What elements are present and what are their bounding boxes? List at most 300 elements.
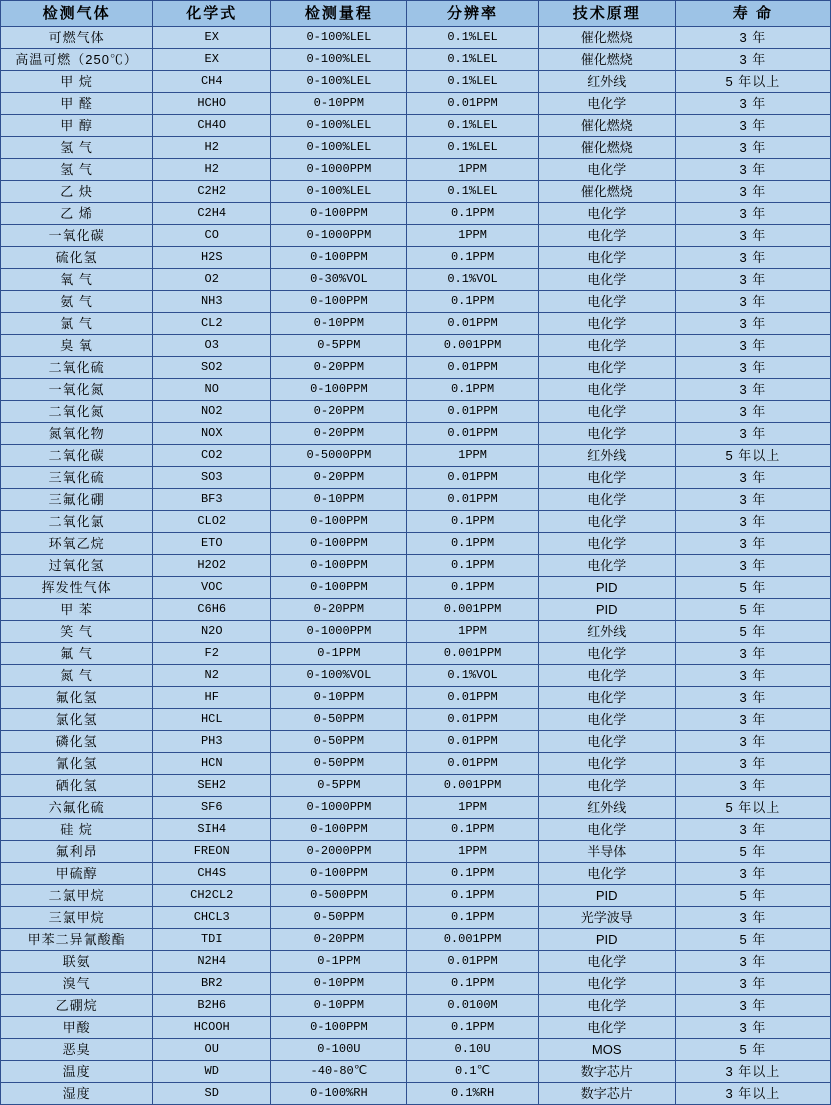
table-cell: 联氨	[1, 951, 153, 973]
table-cell: 3 年	[675, 269, 830, 291]
table-cell: 1PPM	[407, 445, 538, 467]
table-cell: H2	[153, 137, 271, 159]
table-cell: 1PPM	[407, 225, 538, 247]
table-cell: 3 年	[675, 907, 830, 929]
table-cell: 0-100%LEL	[271, 49, 407, 71]
table-cell: 3 年	[675, 247, 830, 269]
table-row	[1, 1039, 831, 1061]
table-cell: 0.1%LEL	[407, 49, 538, 71]
table-cell: 0.1%LEL	[407, 27, 538, 49]
table-row	[1, 1017, 831, 1039]
table-row	[1, 313, 831, 335]
table-cell: 乙硼烷	[1, 995, 153, 1017]
table-body	[1, 27, 831, 1105]
table-cell: 氰化氢	[1, 753, 153, 775]
table-row	[1, 357, 831, 379]
table-cell: 0-100%LEL	[271, 181, 407, 203]
table-cell: 0.01PPM	[407, 687, 538, 709]
table-cell: 0.1%LEL	[407, 71, 538, 93]
table-cell: 0-100%VOL	[271, 665, 407, 687]
table-cell: 电化学	[538, 555, 675, 577]
table-cell: 电化学	[538, 159, 675, 181]
table-cell: CHCL3	[153, 907, 271, 929]
table-cell: 电化学	[538, 247, 675, 269]
table-row	[1, 1083, 831, 1105]
table-cell: 甲 烷	[1, 71, 153, 93]
table-cell: 二氯甲烷	[1, 885, 153, 907]
table-cell: 电化学	[538, 379, 675, 401]
table-row	[1, 27, 831, 49]
table-cell: C2H4	[153, 203, 271, 225]
table-cell: 3 年	[675, 687, 830, 709]
table-cell: 三氟化硼	[1, 489, 153, 511]
table-cell: 电化学	[538, 511, 675, 533]
table-cell: 5 年	[675, 929, 830, 951]
table-cell: 0-1000PPM	[271, 225, 407, 247]
table-cell: 0-1PPM	[271, 643, 407, 665]
table-row	[1, 885, 831, 907]
table-cell: C2H2	[153, 181, 271, 203]
table-cell: 3 年	[675, 335, 830, 357]
table-row	[1, 225, 831, 247]
table-cell: 0.1PPM	[407, 577, 538, 599]
table-cell: N2	[153, 665, 271, 687]
table-cell: CH4O	[153, 115, 271, 137]
table-cell: 0.01PPM	[407, 489, 538, 511]
table-cell: 0.1%LEL	[407, 137, 538, 159]
table-cell: 1PPM	[407, 797, 538, 819]
table-cell: 3 年	[675, 93, 830, 115]
table-row	[1, 709, 831, 731]
table-cell: 电化学	[538, 291, 675, 313]
table-row	[1, 489, 831, 511]
table-cell: BR2	[153, 973, 271, 995]
table-cell: B2H6	[153, 995, 271, 1017]
table-cell: WD	[153, 1061, 271, 1083]
table-cell: PH3	[153, 731, 271, 753]
table-cell: MOS	[538, 1039, 675, 1061]
table-cell: 0-5000PPM	[271, 445, 407, 467]
table-cell: SO3	[153, 467, 271, 489]
table-cell: SEH2	[153, 775, 271, 797]
table-cell: SO2	[153, 357, 271, 379]
table-cell: 0.1%VOL	[407, 665, 538, 687]
table-cell: 3 年	[675, 753, 830, 775]
table-cell: 0-1000PPM	[271, 797, 407, 819]
table-cell: 红外线	[538, 445, 675, 467]
table-cell: PID	[538, 885, 675, 907]
table-cell: 3 年	[675, 973, 830, 995]
table-row	[1, 401, 831, 423]
table-cell: 甲硫醇	[1, 863, 153, 885]
table-cell: 0.1PPM	[407, 511, 538, 533]
table-cell: -40-80℃	[271, 1061, 407, 1083]
table-cell: 0.10U	[407, 1039, 538, 1061]
table-row	[1, 621, 831, 643]
table-cell: 5 年	[675, 599, 830, 621]
table-cell: 臭 氧	[1, 335, 153, 357]
table-cell: SIH4	[153, 819, 271, 841]
table-cell: 氟利昂	[1, 841, 153, 863]
table-cell: 红外线	[538, 621, 675, 643]
table-cell: TDI	[153, 929, 271, 951]
table-cell: 0.001PPM	[407, 599, 538, 621]
table-cell: 乙 烯	[1, 203, 153, 225]
table-cell: 0-20PPM	[271, 467, 407, 489]
table-cell: 催化燃烧	[538, 137, 675, 159]
table-row	[1, 335, 831, 357]
table-cell: 电化学	[538, 819, 675, 841]
table-cell: 3 年	[675, 27, 830, 49]
table-cell: C6H6	[153, 599, 271, 621]
table-row	[1, 599, 831, 621]
column-header-resolution: 分辨率	[407, 1, 538, 27]
table-cell: 0-1PPM	[271, 951, 407, 973]
table-header-row	[1, 1, 831, 27]
table-cell: CH4S	[153, 863, 271, 885]
table-cell: PID	[538, 929, 675, 951]
table-cell: 0-10PPM	[271, 93, 407, 115]
table-cell: 5 年以上	[675, 71, 830, 93]
table-cell: HCN	[153, 753, 271, 775]
table-cell: 0-20PPM	[271, 357, 407, 379]
table-cell: 0-20PPM	[271, 401, 407, 423]
table-cell: 0.1PPM	[407, 863, 538, 885]
table-cell: 0.1PPM	[407, 203, 538, 225]
table-cell: 电化学	[538, 313, 675, 335]
table-cell: 0-100%LEL	[271, 137, 407, 159]
table-cell: O3	[153, 335, 271, 357]
table-cell: SD	[153, 1083, 271, 1105]
table-cell: 0-10PPM	[271, 687, 407, 709]
table-cell: 0-100PPM	[271, 577, 407, 599]
table-cell: 0-50PPM	[271, 753, 407, 775]
table-cell: 0.01PPM	[407, 709, 538, 731]
table-cell: CH2CL2	[153, 885, 271, 907]
table-cell: 可燃气体	[1, 27, 153, 49]
table-cell: 0-10PPM	[271, 489, 407, 511]
table-cell: SF6	[153, 797, 271, 819]
table-row	[1, 247, 831, 269]
table-cell: 一氧化碳	[1, 225, 153, 247]
table-cell: CO2	[153, 445, 271, 467]
table-cell: 0.1PPM	[407, 1017, 538, 1039]
table-cell: 氟化氢	[1, 687, 153, 709]
table-cell: 0-1000PPM	[271, 159, 407, 181]
table-cell: 0-100PPM	[271, 555, 407, 577]
table-cell: 催化燃烧	[538, 115, 675, 137]
table-cell: 0-1000PPM	[271, 621, 407, 643]
table-cell: 恶臭	[1, 1039, 153, 1061]
table-cell: 0-100%LEL	[271, 71, 407, 93]
table-cell: 0-100PPM	[271, 291, 407, 313]
table-cell: 0.01PPM	[407, 731, 538, 753]
table-cell: 氢 气	[1, 159, 153, 181]
table-cell: 3 年	[675, 423, 830, 445]
table-cell: 0.01PPM	[407, 753, 538, 775]
table-cell: CH4	[153, 71, 271, 93]
table-cell: 3 年	[675, 951, 830, 973]
table-cell: 0.001PPM	[407, 643, 538, 665]
table-cell: 电化学	[538, 1017, 675, 1039]
table-cell: 0-2000PPM	[271, 841, 407, 863]
table-cell: 电化学	[538, 863, 675, 885]
table-cell: 挥发性气体	[1, 577, 153, 599]
table-cell: F2	[153, 643, 271, 665]
table-cell: NO2	[153, 401, 271, 423]
table-cell: 0-100PPM	[271, 863, 407, 885]
table-cell: 高温可燃（250℃）	[1, 49, 153, 71]
table-row	[1, 467, 831, 489]
table-cell: 电化学	[538, 995, 675, 1017]
table-cell: 5 年	[675, 885, 830, 907]
table-cell: 3 年以上	[675, 1083, 830, 1105]
table-cell: 0-100%LEL	[271, 115, 407, 137]
column-header-gas: 检测气体	[1, 1, 153, 27]
table-cell: 磷化氢	[1, 731, 153, 753]
table-cell: 0.001PPM	[407, 929, 538, 951]
table-cell: 氧 气	[1, 269, 153, 291]
table-cell: 数字芯片	[538, 1061, 675, 1083]
table-cell: 3 年	[675, 467, 830, 489]
table-cell: 0.001PPM	[407, 775, 538, 797]
table-row	[1, 423, 831, 445]
table-cell: 3 年	[675, 775, 830, 797]
table-row	[1, 951, 831, 973]
table-cell: 硒化氢	[1, 775, 153, 797]
table-cell: 3 年	[675, 555, 830, 577]
table-cell: EX	[153, 49, 271, 71]
table-row	[1, 555, 831, 577]
table-row	[1, 49, 831, 71]
table-cell: 湿度	[1, 1083, 153, 1105]
table-row	[1, 93, 831, 115]
table-cell: N2H4	[153, 951, 271, 973]
table-cell: 数字芯片	[538, 1083, 675, 1105]
table-cell: 0-100%RH	[271, 1083, 407, 1105]
table-header	[1, 1, 831, 27]
table-cell: 电化学	[538, 643, 675, 665]
table-cell: VOC	[153, 577, 271, 599]
table-cell: 二氧化氮	[1, 401, 153, 423]
table-cell: 0-20PPM	[271, 423, 407, 445]
table-cell: 3 年	[675, 1017, 830, 1039]
table-cell: 0.0100M	[407, 995, 538, 1017]
table-cell: 3 年	[675, 181, 830, 203]
table-cell: 过氧化氢	[1, 555, 153, 577]
table-row	[1, 445, 831, 467]
table-cell: 5 年以上	[675, 445, 830, 467]
table-cell: 3 年	[675, 731, 830, 753]
table-cell: 3 年	[675, 533, 830, 555]
table-cell: 0-100PPM	[271, 511, 407, 533]
table-cell: 电化学	[538, 951, 675, 973]
table-row	[1, 533, 831, 555]
table-cell: 电化学	[538, 401, 675, 423]
table-row	[1, 775, 831, 797]
table-cell: 二氧化氯	[1, 511, 153, 533]
table-cell: 二氧化硫	[1, 357, 153, 379]
table-cell: NO	[153, 379, 271, 401]
table-cell: 0-10PPM	[271, 313, 407, 335]
table-cell: 电化学	[538, 665, 675, 687]
table-cell: 0.1PPM	[407, 533, 538, 555]
table-row	[1, 973, 831, 995]
table-row	[1, 687, 831, 709]
table-cell: 甲 醇	[1, 115, 153, 137]
table-cell: 0.01PPM	[407, 357, 538, 379]
table-cell: 氮 气	[1, 665, 153, 687]
table-cell: 溴气	[1, 973, 153, 995]
table-cell: 电化学	[538, 533, 675, 555]
table-cell: 半导体	[538, 841, 675, 863]
table-cell: 0.01PPM	[407, 313, 538, 335]
table-row	[1, 511, 831, 533]
table-cell: 氯化氢	[1, 709, 153, 731]
table-cell: 1PPM	[407, 841, 538, 863]
table-cell: 0.1%RH	[407, 1083, 538, 1105]
table-cell: 3 年以上	[675, 1061, 830, 1083]
table-cell: OU	[153, 1039, 271, 1061]
table-cell: 乙 炔	[1, 181, 153, 203]
table-cell: 电化学	[538, 225, 675, 247]
table-cell: 3 年	[675, 665, 830, 687]
table-cell: 氢 气	[1, 137, 153, 159]
table-cell: 3 年	[675, 357, 830, 379]
table-cell: 红外线	[538, 71, 675, 93]
table-cell: 0-20PPM	[271, 599, 407, 621]
table-cell: 3 年	[675, 511, 830, 533]
table-cell: 3 年	[675, 137, 830, 159]
table-cell: 笑 气	[1, 621, 153, 643]
table-cell: 3 年	[675, 995, 830, 1017]
table-cell: CO	[153, 225, 271, 247]
table-cell: 氨 气	[1, 291, 153, 313]
table-cell: 0.01PPM	[407, 467, 538, 489]
table-cell: 电化学	[538, 709, 675, 731]
table-cell: 5 年以上	[675, 797, 830, 819]
table-row	[1, 731, 831, 753]
table-cell: 0-500PPM	[271, 885, 407, 907]
table-cell: 3 年	[675, 159, 830, 181]
table-cell: HCHO	[153, 93, 271, 115]
table-cell: 催化燃烧	[538, 27, 675, 49]
table-cell: 温度	[1, 1061, 153, 1083]
table-cell: 3 年	[675, 115, 830, 137]
table-cell: H2	[153, 159, 271, 181]
table-cell: 3 年	[675, 225, 830, 247]
table-cell: 氟 气	[1, 643, 153, 665]
table-cell: 氮氧化物	[1, 423, 153, 445]
table-cell: 0.1PPM	[407, 973, 538, 995]
table-row	[1, 995, 831, 1017]
table-cell: 电化学	[538, 753, 675, 775]
table-cell: 催化燃烧	[538, 49, 675, 71]
table-row	[1, 137, 831, 159]
table-cell: 3 年	[675, 379, 830, 401]
table-cell: 0-100PPM	[271, 1017, 407, 1039]
table-cell: 3 年	[675, 291, 830, 313]
table-row	[1, 159, 831, 181]
table-row	[1, 115, 831, 137]
table-cell: 催化燃烧	[538, 181, 675, 203]
table-row	[1, 291, 831, 313]
table-cell: 0.1℃	[407, 1061, 538, 1083]
table-cell: 3 年	[675, 49, 830, 71]
table-cell: 0-50PPM	[271, 709, 407, 731]
table-cell: 0.1PPM	[407, 885, 538, 907]
table-cell: O2	[153, 269, 271, 291]
table-cell: 三氯甲烷	[1, 907, 153, 929]
table-cell: 3 年	[675, 313, 830, 335]
table-row	[1, 203, 831, 225]
table-row	[1, 819, 831, 841]
table-cell: 六氟化硫	[1, 797, 153, 819]
table-cell: H2O2	[153, 555, 271, 577]
table-row	[1, 71, 831, 93]
table-cell: 0-5PPM	[271, 775, 407, 797]
table-cell: 5 年	[675, 621, 830, 643]
table-cell: 甲 苯	[1, 599, 153, 621]
table-cell: 0.1PPM	[407, 555, 538, 577]
table-cell: 0.01PPM	[407, 401, 538, 423]
table-cell: ETO	[153, 533, 271, 555]
table-cell: 电化学	[538, 775, 675, 797]
table-cell: 0-50PPM	[271, 907, 407, 929]
table-cell: 0.1PPM	[407, 291, 538, 313]
table-cell: 0-100PPM	[271, 533, 407, 555]
column-header-range: 检测量程	[271, 1, 407, 27]
table-row	[1, 797, 831, 819]
table-cell: FREON	[153, 841, 271, 863]
table-cell: 1PPM	[407, 621, 538, 643]
table-cell: 0-100PPM	[271, 247, 407, 269]
table-cell: 0.1PPM	[407, 907, 538, 929]
table-cell: 3 年	[675, 643, 830, 665]
table-cell: 0-10PPM	[271, 995, 407, 1017]
table-cell: 0-5PPM	[271, 335, 407, 357]
table-cell: 硅 烷	[1, 819, 153, 841]
table-cell: 0-100PPM	[271, 203, 407, 225]
table-cell: 环氧乙烷	[1, 533, 153, 555]
table-cell: HF	[153, 687, 271, 709]
table-cell: 甲酸	[1, 1017, 153, 1039]
table-cell: 电化学	[538, 731, 675, 753]
table-row	[1, 841, 831, 863]
table-cell: 0.1%LEL	[407, 181, 538, 203]
table-cell: 电化学	[538, 357, 675, 379]
table-cell: 5 年	[675, 577, 830, 599]
table-cell: 0-100U	[271, 1039, 407, 1061]
table-cell: 0.01PPM	[407, 423, 538, 445]
table-cell: 三氧化硫	[1, 467, 153, 489]
table-cell: EX	[153, 27, 271, 49]
table-cell: PID	[538, 599, 675, 621]
table-cell: 5 年	[675, 841, 830, 863]
table-cell: 0.001PPM	[407, 335, 538, 357]
column-header-principle: 技术原理	[538, 1, 675, 27]
table-cell: 5 年	[675, 1039, 830, 1061]
table-cell: 0-50PPM	[271, 731, 407, 753]
table-cell: 0-20PPM	[271, 929, 407, 951]
table-cell: 甲 醛	[1, 93, 153, 115]
table-cell: CL2	[153, 313, 271, 335]
table-cell: N2O	[153, 621, 271, 643]
table-cell: CLO2	[153, 511, 271, 533]
table-row	[1, 907, 831, 929]
table-cell: 二氧化碳	[1, 445, 153, 467]
table-cell: 光学波导	[538, 907, 675, 929]
